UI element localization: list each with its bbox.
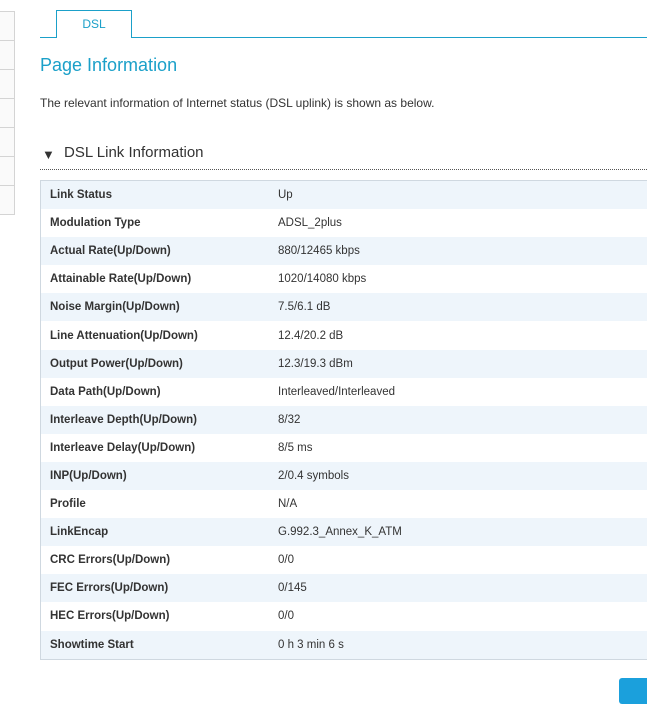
sidebar-menu (0, 11, 15, 215)
row-label: Noise Margin(Up/Down) (50, 301, 180, 314)
row-value: ADSL_2plus (278, 217, 342, 230)
table-row (41, 321, 647, 349)
row-label: INP(Up/Down) (50, 469, 127, 482)
section-title: DSL Link Information (64, 144, 204, 161)
row-value: 0/145 (278, 582, 307, 595)
row-value: 0/0 (278, 554, 294, 567)
table-row (41, 518, 647, 546)
table-row (41, 406, 647, 434)
row-label: Showtime Start (50, 638, 134, 651)
row-value: 880/12465 kbps (278, 245, 360, 258)
table-row (41, 209, 647, 237)
table-row (41, 350, 647, 378)
tab-dsl[interactable]: DSL (56, 10, 132, 37)
row-label: HEC Errors(Up/Down) (50, 610, 170, 623)
sidebar-item[interactable] (0, 11, 14, 40)
sidebar-item[interactable] (0, 127, 14, 156)
table-row (41, 574, 647, 602)
row-value: Interleaved/Interleaved (278, 385, 395, 398)
table-row (41, 378, 647, 406)
row-value: N/A (278, 498, 298, 511)
row-value: 12.4/20.2 dB (278, 329, 344, 342)
sidebar-item[interactable] (0, 156, 14, 185)
table-row (41, 631, 647, 659)
table-row (41, 181, 647, 209)
table-row (41, 434, 647, 462)
table-row (41, 237, 647, 265)
sidebar-item[interactable] (0, 69, 14, 98)
row-value: 0/0 (278, 610, 294, 623)
row-label: Line Attenuation(Up/Down) (50, 329, 198, 342)
row-value: G.992.3_Annex_K_ATM (278, 526, 402, 539)
triangle-down-icon[interactable]: ▼ (42, 147, 55, 162)
tab-strip (40, 0, 647, 38)
section-header-dsl-link-info[interactable] (40, 143, 647, 170)
table-row (41, 490, 647, 518)
row-label: Data Path(Up/Down) (50, 385, 161, 398)
page-description: The relevant information of Internet status (DSL uplink) is shown as below. (40, 96, 435, 110)
row-value: 8/5 ms (278, 441, 313, 454)
row-label: Output Power(Up/Down) (50, 357, 183, 370)
row-label: Profile (50, 498, 86, 511)
sidebar-item[interactable] (0, 98, 14, 127)
row-value: Up (278, 189, 293, 202)
row-label: Link Status (50, 189, 112, 202)
row-value: 0 h 3 min 6 s (278, 638, 344, 651)
sidebar-item[interactable] (0, 185, 14, 215)
row-label: Modulation Type (50, 217, 141, 230)
row-value: 8/32 (278, 413, 301, 426)
row-value: 2/0.4 symbols (278, 469, 349, 482)
table-row (41, 462, 647, 490)
row-value: 12.3/19.3 dBm (278, 357, 353, 370)
table-row (41, 602, 647, 630)
table-row (41, 546, 647, 574)
row-value: 7.5/6.1 dB (278, 301, 331, 314)
row-label: FEC Errors(Up/Down) (50, 582, 169, 595)
table-row (41, 293, 647, 321)
row-label: Interleave Delay(Up/Down) (50, 441, 196, 454)
row-label: Actual Rate(Up/Down) (50, 245, 171, 258)
row-value: 1020/14080 kbps (278, 273, 367, 286)
row-label: LinkEncap (50, 526, 109, 539)
table-row (41, 265, 647, 293)
page-title: Page Information (40, 55, 178, 75)
row-label: CRC Errors(Up/Down) (50, 554, 171, 567)
row-label: Interleave Depth(Up/Down) (50, 413, 197, 426)
row-label: Attainable Rate(Up/Down) (50, 273, 192, 286)
sidebar-item[interactable] (0, 40, 14, 69)
dsl-link-info-table (40, 180, 647, 660)
action-button[interactable] (619, 678, 647, 704)
